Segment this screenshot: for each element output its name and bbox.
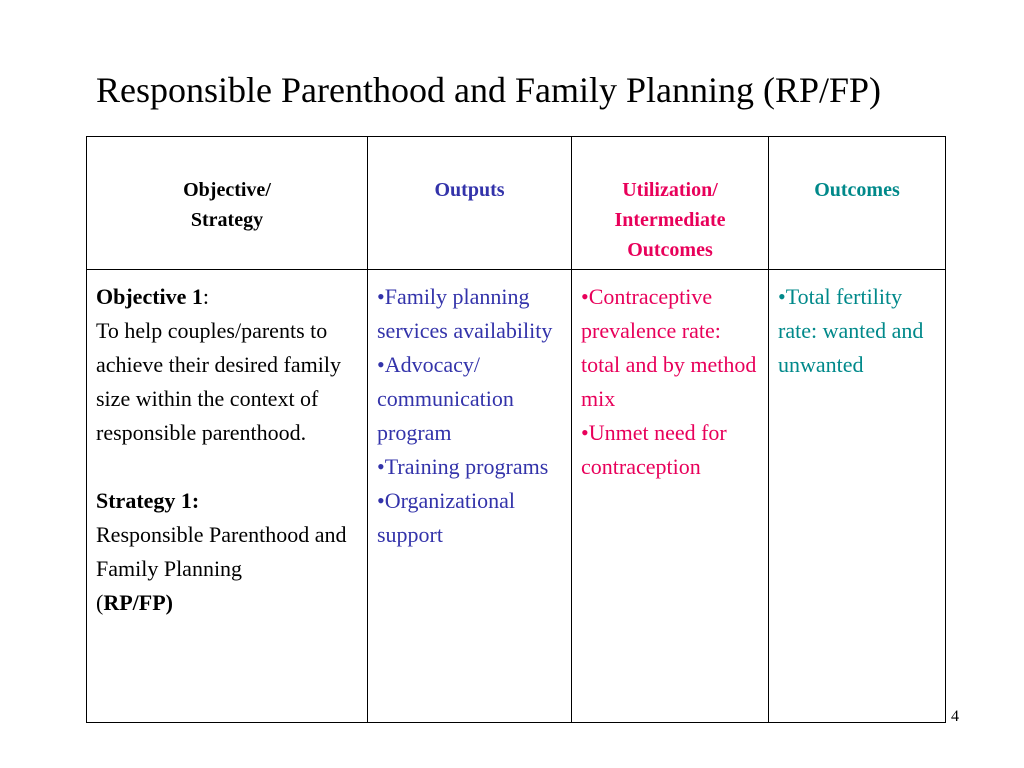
output-item: • Organizational support (377, 484, 565, 552)
cell-objective-strategy (87, 270, 368, 723)
slide-title: Responsible Parenthood and Family Planning (RP/FP) (96, 70, 882, 110)
header-objective-strategy (87, 137, 368, 270)
objective-text: To help couples/parents to achieve their desired family size within the context of responsible parenthood. (96, 318, 341, 445)
header-outcomes (769, 137, 946, 270)
outcome-item: • Total fertility rate: wanted and unwanted (778, 280, 939, 382)
header-outputs (368, 137, 572, 270)
header-line: Outputs (434, 179, 505, 201)
strategy-text: Responsible Parenthood and Family Planning (96, 522, 347, 581)
cell-utilization (572, 270, 769, 723)
header-line: Intermediate (614, 209, 726, 231)
table-row (87, 270, 946, 723)
header-utilization (572, 137, 769, 270)
cell-outcomes (769, 270, 946, 723)
header-line: Outcomes (627, 239, 713, 261)
utilization-item: • Unmet need for contraception (581, 416, 762, 484)
table-header-row (87, 137, 946, 270)
header-line: Outcomes (814, 179, 900, 201)
rpfp-table (86, 136, 946, 723)
header-line: Strategy (190, 209, 264, 231)
cell-outputs (368, 270, 572, 723)
strategy-block (96, 484, 361, 620)
output-item: • Advocacy/ communication program (377, 348, 565, 450)
header-line: Utilization/ (622, 179, 718, 201)
strategy-heading: Strategy 1: (96, 488, 200, 513)
objective-heading-suffix: : (202, 284, 210, 309)
utilization-item: • Contraceptive prevalence rate: total and by method mix (581, 280, 762, 416)
strategy-paren: ( (96, 590, 104, 615)
objective-block (96, 280, 361, 450)
header-line: Objective/ (183, 179, 271, 201)
output-item: • Family planning services availability (377, 280, 565, 348)
paragraph-gap (96, 450, 361, 484)
objective-heading: Objective 1 (96, 284, 203, 309)
strategy-abbreviation: RP/FP) (103, 590, 173, 615)
output-item: • Training programs (377, 450, 565, 484)
page-number: 4 (951, 708, 959, 725)
